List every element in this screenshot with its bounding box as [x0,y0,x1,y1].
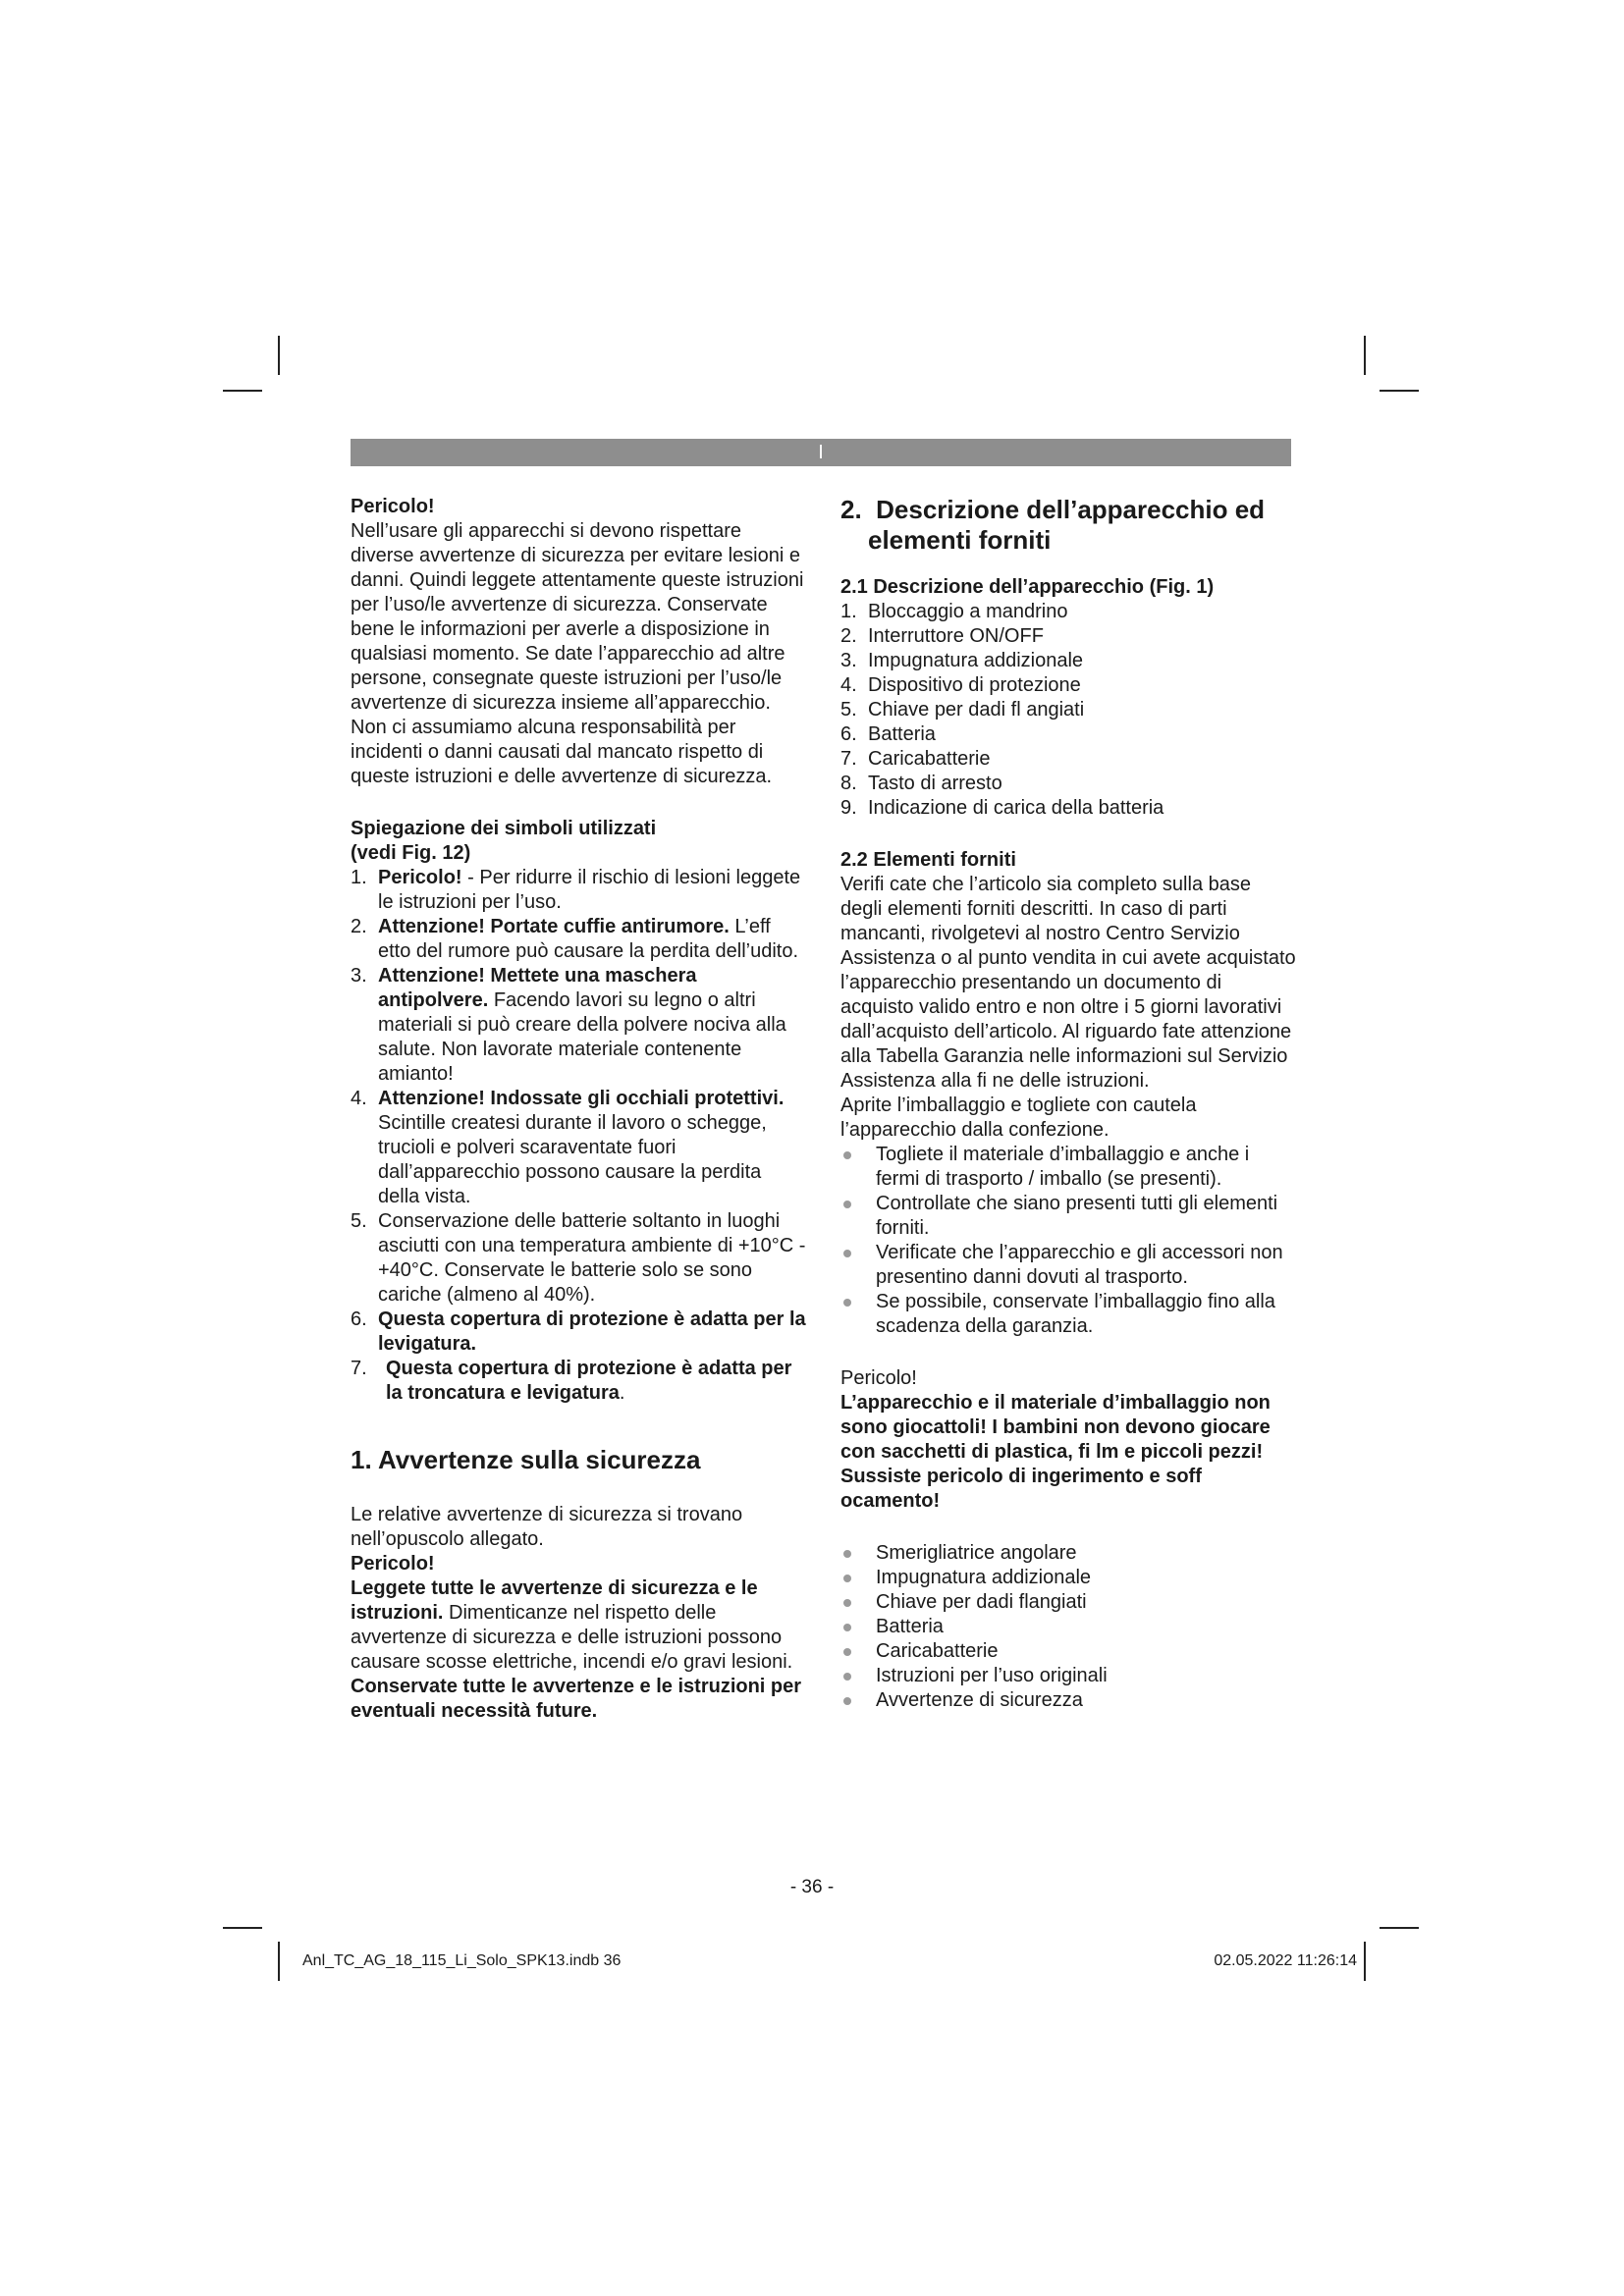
part-item [840,600,1297,624]
crop-mark-bottom-left-v [278,1942,280,1981]
delivery-item [840,1688,1297,1713]
safety-bold-closing: Conservate tutte le avvertenze e le istruzioni per eventuali necessità future. [351,1676,802,1722]
bullet-icon [843,1151,851,1159]
symbol-bold-text: Pericolo! [378,867,462,888]
bullet-icon [843,1575,851,1582]
part-number: 6. [840,723,857,745]
symbol-bold-text: Attenzione! Mettete una maschera antipolvere. [378,965,697,1011]
part-number: 9. [840,797,857,819]
delivery-items-list [840,1541,1297,1713]
part-item [840,747,1297,772]
part-item [840,698,1297,722]
language-header-bar [351,439,1291,466]
part-label: Interruttore ON/OFF [868,625,1044,647]
unpack-step-text: Togliete il materiale d’imballaggio e anche i fermi di trasporto / imballo (se presenti). [876,1144,1250,1190]
delivery-item [840,1541,1297,1566]
delivery-item [840,1566,1297,1590]
delivery-item-label: Avvertenze di sicurezza [876,1689,1083,1711]
bullet-icon [843,1673,851,1681]
part-label: Indicazione di carica della batteria [868,797,1164,819]
part-label: Impugnatura addizionale [868,650,1084,671]
part-item [840,772,1297,796]
symbol-number: 5. [351,1210,367,1232]
footer-timestamp: 02.05.2022 11:26:14 [1214,1952,1357,1969]
delivery-item-label: Istruzioni per l’uso originali [876,1665,1108,1686]
danger-text: Nell’usare gli apparecchi si devono rispettare diverse avvertenze di sicurezza per evitare lesioni e danni. Quindi leggete attentamente queste istruzioni per l’uso/le avvertenze di sicurezza. Conservate bene le informazioni per averle a disposizione in qualsiasi momento. Se date l’apparecchio ad altre persone, consegnate queste istruzioni per l’uso/le avvertenze di sicurezza insieme all’apparecchio. Non ci assumiamo alcuna responsabilità per incidenti o danni causati dal mancato rispetto di queste istruzioni e delle avvertenze di sicurezza. [351,520,804,787]
bullet-icon [843,1648,851,1656]
symbol-text: Conservazione delle batterie soltanto in luoghi asciutti con una temperatura ambiente di +10°C - +40°C. Conservate le batterie solo se sono cariche (almeno al 40%). [378,1210,806,1306]
crop-mark-bottom-left-h [223,1927,262,1929]
part-label: Dispositivo di protezione [868,674,1081,696]
bullet-icon [843,1550,851,1558]
part-item [840,673,1297,698]
delivery-item-label: Caricabatterie [876,1640,999,1662]
symbols-title-line-2: (vedi Fig. 12) [351,842,471,864]
footer-file-name: Anl_TC_AG_18_115_Li_Solo_SPK13.indb 36 [302,1952,622,1969]
packaging-danger-text: L’apparecchio e il materiale d’imballaggio non sono giocattoli! I bambini non devono giocare con sacchetti di plastica, fi lm e piccoli pezzi! Sussiste pericolo di ingerimento e soff ocamento! [840,1392,1271,1512]
symbols-title-line-1: Spiegazione dei simboli utilizzati [351,818,657,839]
bullet-icon [843,1697,851,1705]
symbol-number: 2. [351,916,367,937]
symbol-item [351,915,807,964]
part-item [840,624,1297,649]
symbol-text: L’eff etto del rumore può causare la perdita dell’udito. [378,916,799,962]
symbol-text: - Per ridurre il rischio di lesioni leggete le istruzioni per l’uso. [378,867,801,913]
part-label: Caricabatterie [868,748,991,770]
safety-intro: Le relative avvertenze di sicurezza si trovano nell’opuscolo allegato. [351,1504,743,1550]
delivery-item-label: Batteria [876,1616,944,1637]
unpack-step [840,1192,1297,1241]
bullet-icon [843,1250,851,1257]
description-heading-number: 2. [840,495,862,524]
part-item [840,722,1297,747]
unpack-step-text: Controllate che siano presenti tutti gli elementi forniti. [876,1193,1278,1239]
symbol-number: 3. [351,965,367,987]
safety-text: Dimenticanze nel rispetto delle avvertenze di sicurezza e delle istruzioni possono causare scosse elettriche, incendi e/o gravi lesioni. [351,1602,793,1673]
symbol-bold-text: Questa copertura di protezione è adatta per la levigatura. [378,1308,806,1355]
part-number: 4. [840,674,857,696]
right-column [840,495,1297,1713]
unpack-step [840,1241,1297,1290]
part-number: 7. [840,748,857,770]
symbol-item [351,1357,807,1406]
delivery-check-text: Verifi cate che l’articolo sia completo sulla base degli elementi forniti descritti. In caso di parti mancanti, rivolgetevi al nostro Centro Servizio Assistenza o al punto vendita in cui avete acquistato l’apparecchio presentando un documento di acquisto valido entro e non oltre i 5 giorni lavorativi dall’acquisto dell’articolo. Al riguardo fate attenzione alla Tabella Garanzia nelle informazioni sul Servizio Assistenza alla fi ne delle istruzioni. [840,874,1296,1092]
crop-mark-bottom-right-h [1380,1927,1419,1929]
packaging-danger-title: Pericolo! [840,1367,917,1389]
bullet-icon [843,1201,851,1208]
symbol-item [351,1209,807,1308]
part-number: 3. [840,650,857,671]
delivery-item [840,1664,1297,1688]
symbol-bold-text: Questa copertura di protezione è adatta per la troncatura e levigatura [386,1358,792,1404]
safety-bold-lead: Leggete tutte le avvertenze di sicurezza e le istruzioni. [351,1577,758,1624]
part-label: Tasto di arresto [868,773,1002,794]
safety-danger-title: Pericolo! [351,1553,435,1575]
delivery-subtitle: 2.2 Elementi forniti [840,849,1016,871]
unpack-step [840,1143,1297,1192]
part-label: Batteria [868,723,936,745]
delivery-item [840,1615,1297,1639]
unpack-step-text: Se possibile, conservate l’imballaggio fino alla scadenza della garanzia. [876,1291,1275,1337]
part-item [840,649,1297,673]
delivery-item [840,1639,1297,1664]
part-item [840,796,1297,821]
symbol-number: 7. [351,1358,367,1379]
part-number: 1. [840,601,857,622]
delivery-item-label: Impugnatura addizionale [876,1567,1092,1588]
unpack-steps-list [840,1143,1297,1339]
symbol-number: 4. [351,1088,367,1109]
delivery-item [840,1590,1297,1615]
crop-mark-top-left-h [223,390,262,392]
symbol-item [351,1308,807,1357]
unpack-step-text: Verificate che l’apparecchio e gli accessori non presentino danni dovuti al trasporto. [876,1242,1283,1288]
delivery-item-label: Smerigliatrice angolare [876,1542,1077,1564]
unpack-step [840,1290,1297,1339]
part-number: 8. [840,773,857,794]
crop-mark-bottom-right-v [1364,1942,1366,1981]
crop-mark-top-right-v [1364,336,1366,375]
symbol-bold-text: Attenzione! Indossate gli occhiali protettivi. [378,1088,785,1109]
description-heading [840,495,1297,556]
part-number: 2. [840,625,857,647]
safety-paragraph [351,1576,807,1675]
left-column [351,495,807,1724]
symbol-bold-text: Attenzione! Portate cuffie antirumore. [378,916,730,937]
symbols-list [351,866,807,1406]
parts-list [840,600,1297,821]
symbol-item [351,964,807,1087]
crop-mark-top-right-h [1380,390,1419,392]
language-label: I [818,442,824,463]
crop-mark-top-left-v [278,336,280,375]
symbol-item [351,866,807,915]
delivery-item-label: Chiave per dadi flangiati [876,1591,1087,1613]
bullet-icon [843,1299,851,1307]
symbol-number: 1. [351,867,367,888]
safety-heading: 1. Avvertenze sulla sicurezza [351,1445,701,1474]
unpack-text: Aprite l’imballaggio e togliete con cautela l’apparecchio dalla confezione. [840,1095,1197,1141]
description-heading-text: Descrizione dell’apparecchio ed elementi forniti [868,495,1266,555]
part-label: Bloccaggio a mandrino [868,601,1068,622]
description-subtitle: 2.1 Descrizione dell’apparecchio (Fig. 1) [840,576,1215,598]
bullet-icon [843,1599,851,1607]
symbol-text: Facendo lavori su legno o altri materiali si può creare della polvere nociva alla salute. Non lavorate materiale contenente amianto! [378,989,786,1085]
page-number: - 36 - [789,1877,835,1897]
symbol-number: 6. [351,1308,367,1330]
symbol-text: Scintille createsi durante il lavoro o schegge, trucioli e polveri scaraventate fuori dall’apparecchio possono causare la perdita della vista. [378,1112,767,1207]
part-number: 5. [840,699,857,721]
symbol-item [351,1087,807,1209]
part-label: Chiave per dadi fl angiati [868,699,1085,721]
danger-title: Pericolo! [351,496,435,517]
symbols-title [351,817,807,866]
symbol-text: . [619,1382,625,1404]
bullet-icon [843,1624,851,1631]
